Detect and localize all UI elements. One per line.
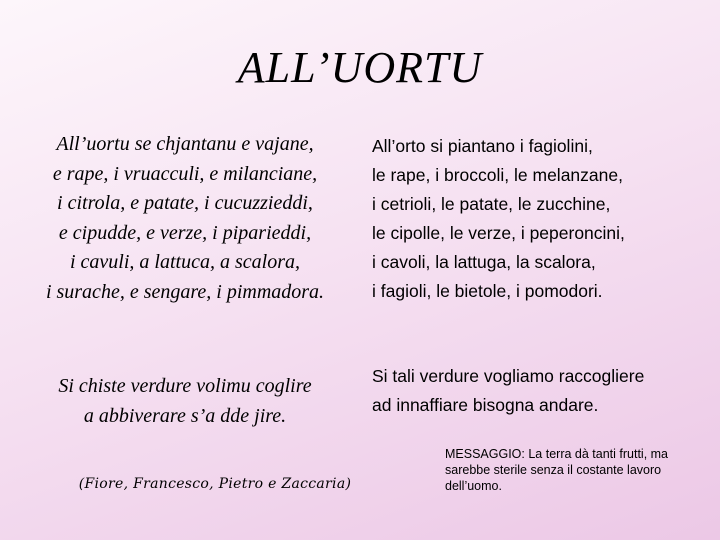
authors-credit: (Fiore, Francesco, Pietro e Zaccaria) [78,476,352,492]
poem-line: a abbiverare s’a dde jire. [83,404,287,427]
translation-line: All’orto si piantano i fagiolini, [372,136,593,156]
translation-line: Si tali verdure vogliamo raccogliere [372,366,645,386]
poem-line: Si chiste verdure volimu coglire [58,375,312,397]
translation-line: le rape, i broccoli, le melanzane, [372,165,623,185]
translation-line: le cipolle, le verze, i peperoncini, [372,223,625,243]
poem-line: e cipudde, e verze, i piparieddi, [58,221,312,244]
poem-line: i surache, e sengare, i pimmadora. [45,280,325,303]
translation-line: ad innaffiare bisogna andare. [372,395,599,415]
translation-line: i cavoli, la lattuga, la scalora, [372,252,596,272]
page-title: ALL’UORTU [237,43,483,92]
dialect-stanza-1 [10,130,360,307]
poem-line: e rape, i vruacculi, e milanciane, [52,162,318,185]
poem-line: i cavuli, a lattuca, a scalora, [70,251,300,273]
poem-line: i citrola, e patate, i cucuzzieddi, [57,192,313,214]
translation-line: i cetrioli, le patate, le zucchine, [372,194,611,214]
message-note: MESSAGGIO: La terra dà tanti frutti, ma sarebbe sterile senza il costante lavoro dell’uomo. [445,447,668,493]
italian-stanza-1 [372,132,712,306]
translation-line: i fagioli, le bietole, i pomodori. [372,281,603,301]
italian-stanza-2 [372,362,712,420]
poem-line: All’uortu se chjantanu e vajane, [56,133,314,155]
dialect-stanza-2 [10,372,360,431]
